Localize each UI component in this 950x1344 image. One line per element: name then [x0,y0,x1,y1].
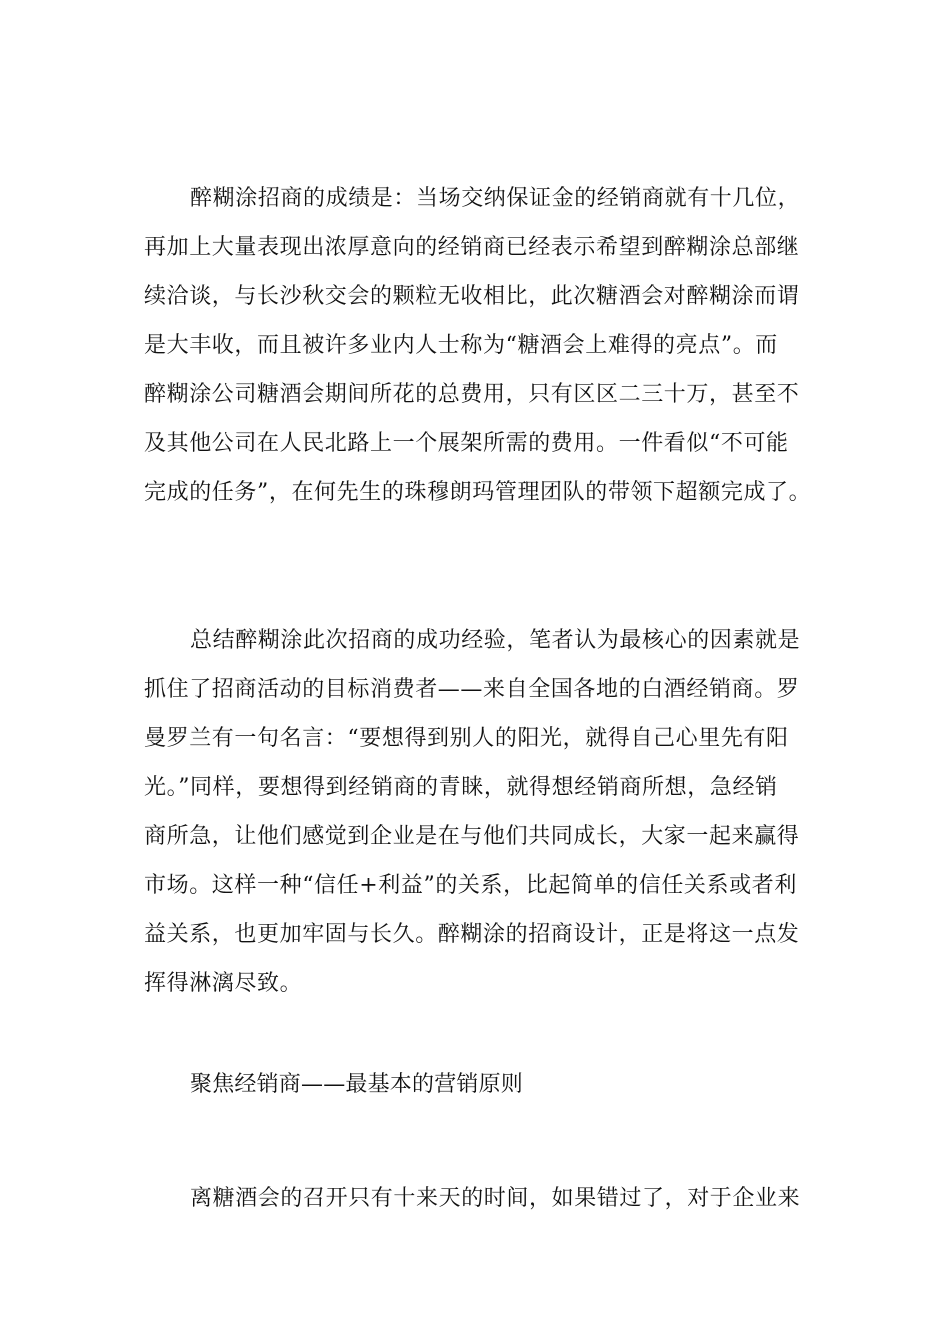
paragraph-2-line-3: 曼罗兰有一句名言：“要想得到别人的阳光，就得自己心里先有阳 [144,726,789,751]
paragraph-2-line-6: 市场。这样一种“信任+利益”的关系，比起简单的信任关系或者利 [144,873,797,898]
paragraph-1-line-4: 是大丰收，而且被许多业内人士称为“糖酒会上难得的亮点”。而 [144,333,778,358]
paragraph-3-line-1: 离糖酒会的召开只有十来天的时间，如果错过了，对于企业来 [190,1186,801,1211]
paragraph-1-line-5: 醉糊涂公司糖酒会期间所花的总费用，只有区区二三十万，甚至不 [144,382,800,407]
paragraph-1-line-3: 续洽谈，与长沙秋交会的颗粒无收相比，此次糖酒会对醉糊涂而谓 [144,284,800,309]
paragraph-1-line-6: 及其他公司在人民北路上一个展架所需的费用。一件看似“不可能 [144,431,789,456]
paragraph-1-line-2: 再加上大量表现出浓厚意向的经销商已经表示希望到醉糊涂总部继 [144,235,800,260]
section-heading: 聚焦经销商——最基本的营销原则 [190,1072,524,1097]
paragraph-1-line-7: 完成的任务”，在何先生的珠穆朗玛管理团队的带领下超额完成了。 [144,480,812,505]
paragraph-2-line-5: 商所急，让他们感觉到企业是在与他们共同成长，大家一起来赢得 [144,824,800,849]
paragraph-1-line-1: 醉糊涂招商的成绩是：当场交纳保证金的经销商就有十几位， [190,186,801,211]
paragraph-2-line-1: 总结醉糊涂此次招商的成功经验，笔者认为最核心的因素就是 [190,628,801,653]
paragraph-2-line-2: 抓住了招商活动的目标消费者——来自全国各地的白酒经销商。罗 [144,677,800,702]
paragraph-2-line-7: 益关系，也更加牢固与长久。醉糊涂的招商设计，正是将这一点发 [144,922,800,947]
paragraph-2-line-4: 光。”同样，要想得到经销商的青睐，就得想经销商所想，急经销 [144,775,778,800]
paragraph-2-line-8: 挥得淋漓尽致。 [144,971,303,996]
